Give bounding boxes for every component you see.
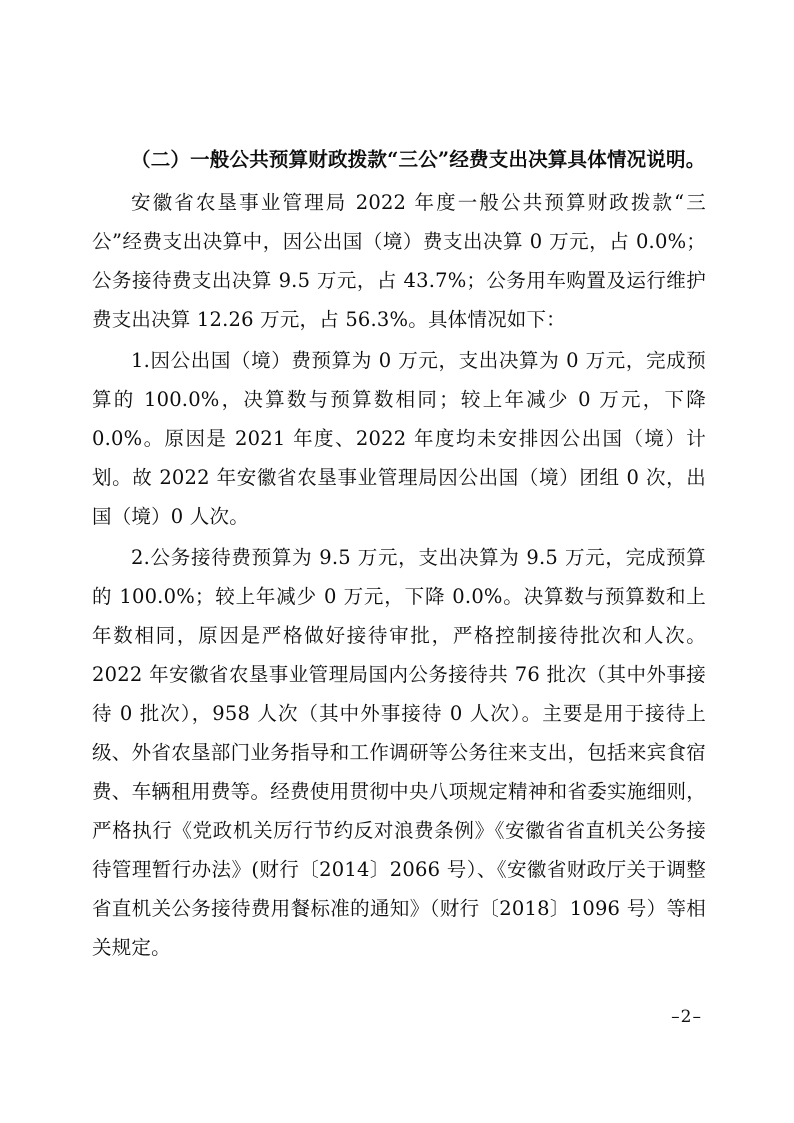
section-heading: （二）一般公共预算财政拨款“三公”经费支出决算具体情况说明。 [131,148,706,171]
paragraph-overview: 安徽省农垦事业管理局 2022 年度一般公共预算财政拨款“三公”经费支出决算中，因公出国（境）费支出决算 0 万元，占 0.0%；公务接待费支出决算 9.5 万元，占 43.7%；公务用车购置及运行维护费支出决算 12.26 万元，占 56.3%。具体情况如下： [92,191,706,331]
paragraph-item-1: 1.因公出国（境）费预算为 0 万元，支出决算为 0 万元，完成预算的 100.0%，决算数与预算数相同；较上年减少 0 万元，下降 0.0%。原因是 2021 年度、2022 年度均未安排因公出国（境）计划。故 2022 年安徽省农垦事业管理局因公出国（境）团组 0 次，出国（境）0 人次。 [92,349,706,528]
paragraph-item-2: 2.公务接待费预算为 9.5 万元，支出决算为 9.5 万元，完成预算的 100.0%；较上年减少 0 万元，下降 0.0%。决算数与预算数和上年数相同，原因是严格做好接待审批，严格控制接待批次和人次。2022 年安徽省农垦事业管理局国内公务接待共 76 批次（其中外事接待 0 批次），958 人次（其中外事接待 0 人次）。主要是用于接待上级、外省农垦部门业务指导和工作调研等公务往来支出，包括来宾食宿费、车辆租用费等。经费使用贯彻中央八项规定精神和省委实施细则，严格执行《党政机关厉行节约反对浪费条例》《安徽省省直机关公务接待管理暂行办法》(财行〔2014〕2066 号）、《安徽省财政厅关于调整省直机关公务接待费用餐标准的通知》（财行〔2018〕1096 号）等相关规定。 [92,546,706,959]
page-number: –2– [671,1007,702,1027]
document-body [92,140,706,967]
